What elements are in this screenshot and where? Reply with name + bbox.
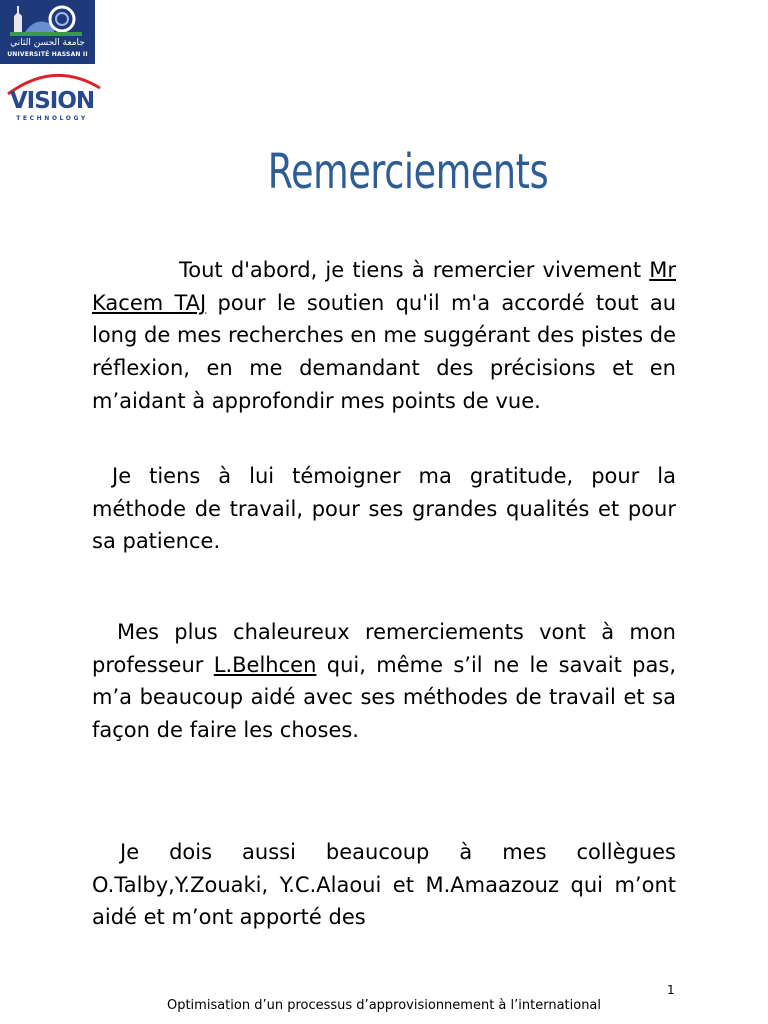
university-emblem-icon	[10, 4, 82, 36]
paragraph-3-before: Mes plus chaleureux remerciements vont à mon professeur	[92, 620, 676, 677]
paragraph-1	[92, 254, 676, 418]
paragraph-3	[92, 616, 676, 747]
vision-tagline: TECHNOLOGY	[16, 115, 88, 122]
paragraph-2	[92, 460, 676, 558]
university-latin-name: UNIVERSITÉ HASSAN II	[7, 51, 88, 58]
page-title: Remerciements	[267, 144, 549, 200]
paragraph-1-after: pour le soutien qu'il m'a accordé tout au long de mes recherches en me suggérant des pistes de réflexion, en me demandant des précisions et en m’aidant à approfondir mes points de vue.	[92, 290, 677, 413]
paragraph-4-text: Je dois aussi beaucoup à mes collègues O.Talby,Y.Zouaki, Y.C.Alaoui et M.Amaazouz qui m’ont aidé et m’ont apporté des	[92, 840, 676, 930]
page-footer: Optimisation d’un processus d’approvisionnement à l’international	[166, 998, 602, 1013]
vision-wordmark: VISION	[9, 88, 95, 114]
university-logo	[0, 0, 95, 64]
university-arabic-name: جامعة الحسن الثاني	[10, 38, 85, 48]
professor-name: L.Belhcen	[213, 652, 317, 677]
supervisor-name: Mr Kacem TAJ	[92, 258, 676, 315]
paragraph-3-after: qui, même s’il ne le savait pas, m’a beaucoup aidé avec ses méthodes de travail et sa façon de faire les choses.	[92, 652, 676, 743]
paragraph-4	[92, 836, 676, 950]
paragraph-1-before: Tout d'abord, je tiens à remercier vivement	[179, 258, 650, 282]
page-number: 1	[667, 983, 675, 997]
paragraph-2-text: Je tiens à lui témoigner ma gratitude, pour la méthode de travail, pour ses grandes qualités et pour sa patience.	[92, 464, 676, 554]
vision-technology-logo	[0, 66, 108, 126]
